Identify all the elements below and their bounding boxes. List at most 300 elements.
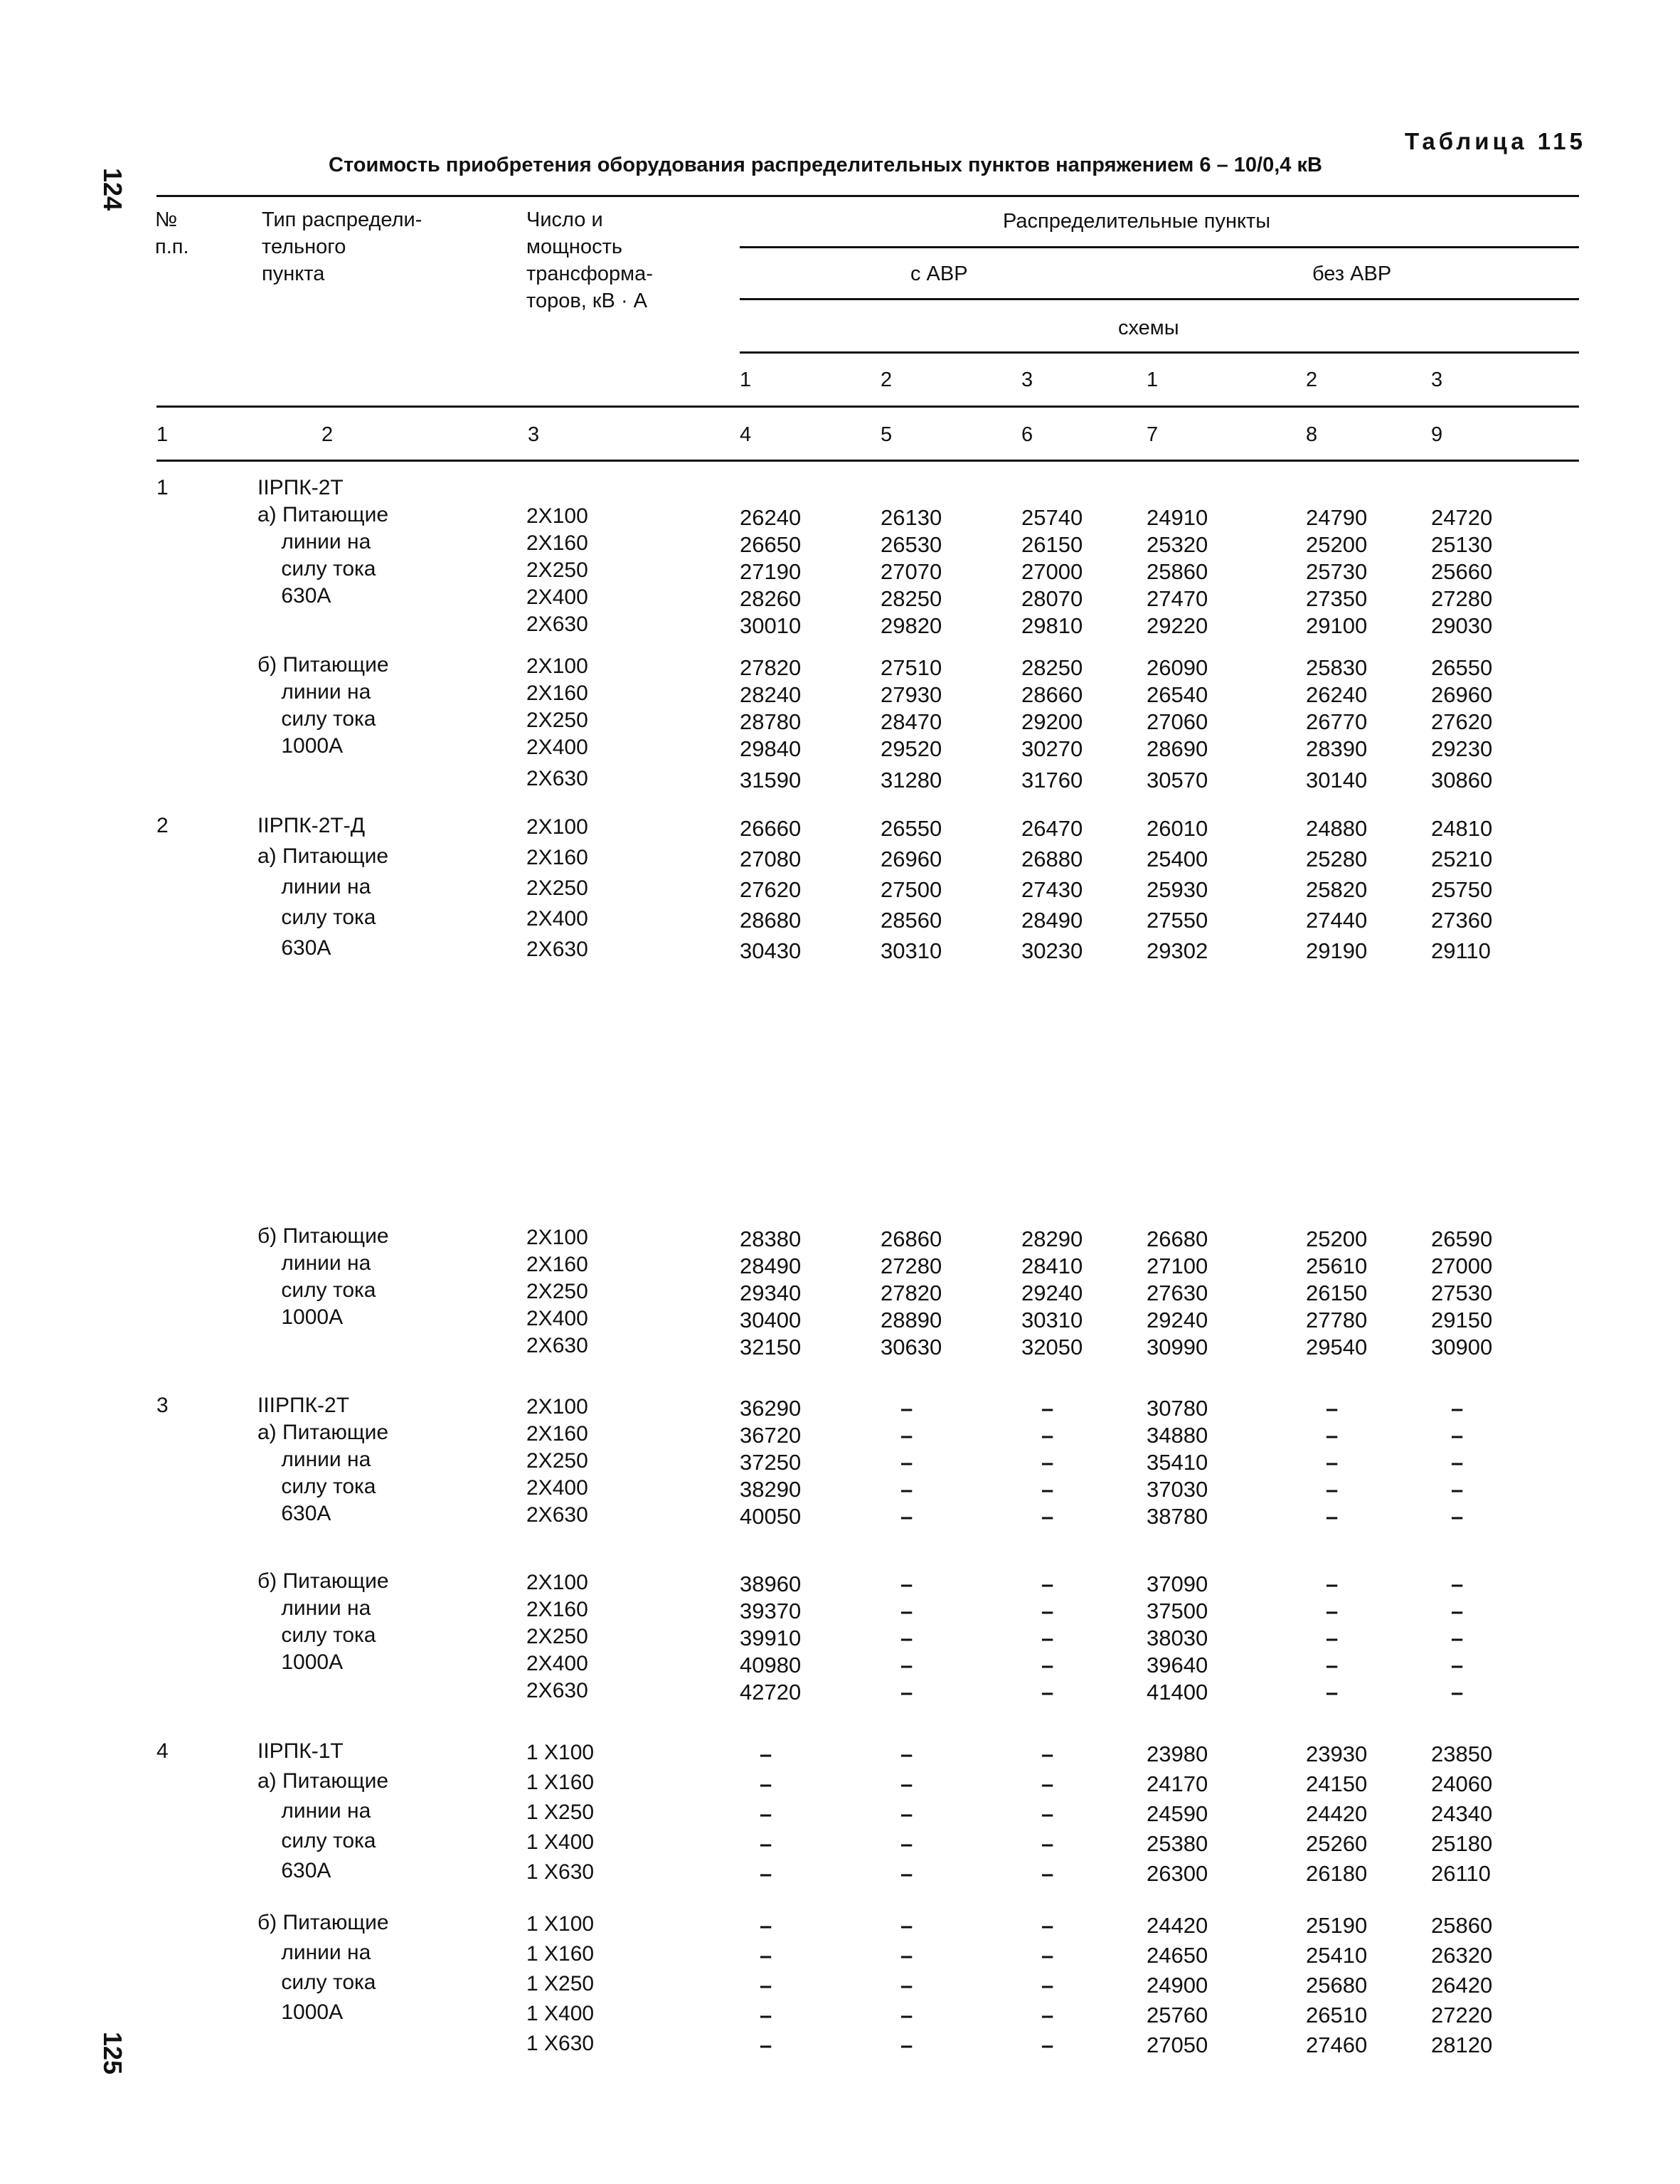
header-without-avr: без АВР (1312, 263, 1392, 285)
cost-value: 26180 (1306, 1861, 1368, 1886)
transformer-spec: 1 X100 (526, 1741, 595, 1764)
transformer-spec: 2X100 (526, 1226, 588, 1249)
cost-value: 26880 (1021, 847, 1083, 871)
cost-value: – (1041, 1653, 1054, 1677)
group-rule-2 (740, 298, 1579, 300)
transformer-spec: 2X160 (526, 1422, 588, 1446)
cost-value: – (760, 1943, 772, 1968)
cost-value: 25680 (1306, 1973, 1368, 1998)
cost-value: 24650 (1147, 1943, 1208, 1968)
cost-value: 25410 (1306, 1943, 1368, 1968)
header-group: Распределительные пункты (1003, 210, 1271, 233)
transformer-spec: 2X250 (526, 1625, 588, 1648)
cost-value: 30230 (1021, 938, 1083, 963)
row-number: 2 (156, 814, 169, 837)
distribution-point-type: 1000А (257, 2000, 344, 2024)
column-number: 9 (1431, 423, 1443, 446)
cost-value: 27620 (740, 877, 802, 902)
cost-value: 27820 (881, 1281, 942, 1305)
cost-value: 31280 (881, 768, 942, 793)
scheme-number: 3 (1021, 369, 1033, 391)
cost-value: 24420 (1147, 1913, 1208, 1938)
cost-value: 25830 (1306, 655, 1368, 680)
distribution-point-type: а) Питающие (257, 1421, 389, 1444)
transformer-spec: 2X100 (526, 504, 588, 528)
transformer-spec: 2X630 (526, 767, 588, 790)
cost-value: – (900, 1973, 913, 1998)
cost-value: – (900, 1653, 913, 1677)
distribution-point-type: 630А (257, 936, 331, 960)
cost-value: 26590 (1431, 1226, 1493, 1251)
cost-value: 26960 (881, 847, 942, 871)
cost-value: 24910 (1147, 505, 1208, 530)
cost-value: 31760 (1021, 768, 1083, 793)
cost-value: 24720 (1431, 505, 1493, 530)
header-top-rule (156, 195, 1579, 197)
cost-value: 38780 (1147, 1504, 1208, 1529)
cost-value: – (1326, 1396, 1339, 1421)
cost-value: 26420 (1431, 1973, 1493, 1998)
cost-value: – (1041, 1861, 1054, 1886)
cost-value: – (760, 1831, 772, 1856)
cost-value: 30900 (1431, 1335, 1493, 1359)
cost-value: 29340 (740, 1281, 802, 1305)
distribution-point-type: линии на (257, 875, 371, 898)
cost-value: – (1451, 1423, 1464, 1448)
transformer-spec: 2X400 (526, 1652, 588, 1675)
cost-value: 27440 (1306, 908, 1368, 933)
cost-value: 25750 (1431, 877, 1493, 902)
distribution-point-type: 630А (257, 584, 331, 608)
cost-value: 27460 (1306, 2032, 1368, 2057)
cost-value: 26470 (1021, 816, 1083, 841)
row-number: 4 (156, 1739, 169, 1763)
cost-value: – (1041, 1450, 1054, 1475)
cost-value: 28250 (1021, 655, 1083, 680)
cost-value: 25210 (1431, 847, 1493, 871)
scheme-number: 2 (881, 369, 893, 391)
distribution-point-type: а) Питающие (257, 844, 389, 868)
cost-value: – (760, 1801, 772, 1826)
transformer-spec: 2X400 (526, 1476, 588, 1500)
transformer-spec: 2X250 (526, 1280, 588, 1303)
transformer-spec: 2X400 (526, 736, 588, 759)
cost-value: 27190 (740, 559, 802, 584)
cost-value: – (1326, 1626, 1339, 1650)
cost-value: – (900, 1742, 913, 1766)
transformer-spec: 2X100 (526, 1395, 588, 1419)
cost-value: 28470 (881, 709, 942, 734)
cost-value: 27060 (1147, 709, 1208, 734)
cost-value: 23980 (1147, 1742, 1208, 1766)
cost-value: 25860 (1147, 559, 1208, 584)
column-number: 5 (881, 423, 893, 446)
header-with-avr: с АВР (910, 263, 968, 285)
transformer-spec: 2X160 (526, 1598, 588, 1621)
cost-value: – (1041, 1571, 1054, 1596)
header-bottom-rule (156, 405, 1579, 408)
cost-value: – (900, 1504, 913, 1529)
distribution-point-type: линии на (257, 1596, 371, 1620)
cost-value: 30860 (1431, 768, 1493, 793)
cost-value: 26110 (1431, 1861, 1491, 1886)
cost-value: 27820 (740, 655, 802, 680)
cost-value: 27080 (740, 847, 802, 871)
cost-value: 24060 (1431, 1771, 1493, 1796)
distribution-point-type: силу тока (257, 906, 376, 929)
cost-value: – (1041, 1599, 1054, 1623)
cost-value: 27930 (881, 682, 942, 707)
transformer-spec: 2X630 (526, 1334, 588, 1357)
transformer-spec: 2X250 (526, 558, 588, 582)
cost-value: 26660 (740, 816, 802, 841)
cost-value: 26130 (881, 505, 942, 530)
cost-value: 23850 (1431, 1742, 1493, 1766)
cost-value: 28560 (881, 908, 942, 933)
cost-value: 41400 (1147, 1680, 1208, 1705)
cost-value: 36720 (740, 1423, 802, 1448)
cost-value: 27280 (1431, 586, 1493, 611)
cost-value: 26320 (1431, 1943, 1493, 1968)
cost-value: 24590 (1147, 1801, 1208, 1826)
cost-value: 30310 (1021, 1308, 1083, 1332)
transformer-spec: 1 X400 (526, 1830, 595, 1854)
cost-value: 29540 (1306, 1335, 1368, 1359)
cost-value: – (1451, 1477, 1464, 1502)
cost-value: 28890 (881, 1308, 942, 1332)
distribution-point-type: б) Питающие (257, 1224, 389, 1248)
cost-value: 30010 (740, 613, 802, 638)
distribution-point-type: силу тока (257, 1475, 376, 1498)
cost-value: 25660 (1431, 559, 1493, 584)
cost-value: – (760, 1861, 772, 1886)
group-rule-1 (740, 246, 1579, 248)
cost-value: 27430 (1021, 877, 1083, 902)
cost-value: – (760, 1771, 772, 1796)
cost-value: – (900, 1423, 913, 1448)
cost-value: 28410 (1021, 1253, 1083, 1278)
cost-value: 28070 (1021, 586, 1083, 611)
column-number: 8 (1306, 423, 1318, 446)
cost-value: 27050 (1147, 2032, 1208, 2057)
cost-value: 28120 (1431, 2032, 1493, 2057)
cost-value: 29200 (1021, 709, 1083, 734)
cost-value: 39910 (740, 1626, 802, 1650)
cost-value: 26530 (881, 532, 942, 557)
cost-value: 25320 (1147, 532, 1208, 557)
cost-value: – (900, 1861, 913, 1886)
cost-value: 25820 (1306, 877, 1368, 902)
cost-value: 23930 (1306, 1742, 1368, 1766)
cost-value: – (1041, 1801, 1054, 1826)
row-number: 1 (156, 476, 169, 499)
table-title: Стоимость приобретения оборудования распределительных пунктов напряжением 6 – 10/0,4 кВ (329, 154, 1322, 176)
cost-value: – (1451, 1571, 1464, 1596)
cost-value: – (900, 1599, 913, 1623)
transformer-spec: 1 X100 (526, 1912, 595, 1936)
cost-value: 29810 (1021, 613, 1083, 638)
cost-value: 26550 (1431, 655, 1493, 680)
cost-value: 26860 (881, 1226, 942, 1251)
cost-value: – (900, 1396, 913, 1421)
cost-value: 25190 (1306, 1913, 1368, 1938)
cost-value: 28490 (740, 1253, 802, 1278)
cost-value: 26770 (1306, 709, 1368, 734)
distribution-point-type: IIРПК-2Т (257, 476, 344, 499)
cost-value: 27500 (881, 877, 942, 902)
cost-value: – (900, 1771, 913, 1796)
cost-value: – (760, 1913, 772, 1938)
cost-value: 28380 (740, 1226, 802, 1251)
transformer-spec: 2X630 (526, 1679, 588, 1702)
row-number: 3 (156, 1394, 169, 1417)
cost-value: 26090 (1147, 655, 1208, 680)
transformer-spec: 2X630 (526, 1503, 588, 1527)
cost-value: – (1326, 1477, 1339, 1502)
cost-value: 27000 (1021, 559, 1083, 584)
cost-value: 30400 (740, 1308, 802, 1332)
cost-value: 26550 (881, 816, 942, 841)
cost-value: – (1451, 1450, 1464, 1475)
cost-value: – (900, 1626, 913, 1650)
cost-value: – (1041, 1423, 1054, 1448)
transformer-spec: 1 X400 (526, 2002, 595, 2025)
transformer-spec: 2X400 (526, 907, 588, 931)
cost-value: 29190 (1306, 938, 1368, 963)
cost-value: 30630 (881, 1335, 942, 1359)
cost-value: – (900, 2003, 913, 2027)
distribution-point-type: 1000А (257, 734, 344, 758)
cost-value: 37250 (740, 1450, 802, 1475)
distribution-point-type: линии на (257, 680, 371, 704)
transformer-spec: 2X250 (526, 876, 588, 900)
cost-value: 27220 (1431, 2003, 1493, 2027)
cost-value: – (1041, 2032, 1054, 2057)
cost-value: 37030 (1147, 1477, 1208, 1502)
cost-value: 26650 (740, 532, 802, 557)
cost-value: – (760, 2032, 772, 2057)
distribution-point-type: а) Питающие (257, 1769, 389, 1793)
cost-value: 27620 (1431, 709, 1493, 734)
cost-value: 27470 (1147, 586, 1208, 611)
cost-value: 39640 (1147, 1653, 1208, 1677)
column-number: 2 (321, 423, 334, 446)
cost-value: – (900, 1680, 913, 1705)
cost-value: 40980 (740, 1653, 802, 1677)
cost-value: 25130 (1431, 532, 1493, 557)
cost-value: 25760 (1147, 2003, 1208, 2027)
cost-value: – (1041, 2003, 1054, 2027)
column-number: 6 (1021, 423, 1033, 446)
cost-value: 38290 (740, 1477, 802, 1502)
cost-value: 40050 (740, 1504, 802, 1529)
cost-value: 27530 (1431, 1281, 1493, 1305)
cost-value: 37500 (1147, 1599, 1208, 1623)
cost-value: 24880 (1306, 816, 1368, 841)
distribution-point-type: силу тока (257, 1971, 376, 1994)
distribution-point-type: силу тока (257, 707, 376, 731)
cost-value: 26150 (1021, 532, 1083, 557)
column-number: 4 (740, 423, 752, 446)
column-number: 1 (156, 423, 169, 446)
distribution-point-type: силу тока (257, 1623, 376, 1647)
cost-value: – (1041, 1680, 1054, 1705)
cost-value: – (1326, 1680, 1339, 1705)
cost-value: 30780 (1147, 1396, 1208, 1421)
cost-value: 30310 (881, 938, 942, 963)
distribution-point-type: 630А (257, 1502, 331, 1525)
cost-value: 29100 (1306, 613, 1368, 638)
cost-value: 25930 (1147, 877, 1208, 902)
cost-value: – (900, 1831, 913, 1856)
cost-value: 27100 (1147, 1253, 1208, 1278)
header-col-transformers: Число и мощность трансформа- торов, кВ · А (526, 208, 653, 312)
cost-value: 29302 (1147, 938, 1208, 963)
transformer-spec: 2X100 (526, 654, 588, 678)
transformer-spec: 1 X160 (526, 1942, 595, 1966)
header-col-no: № п.п. (155, 208, 189, 258)
cost-value: 29240 (1021, 1281, 1083, 1305)
cost-value: 29230 (1431, 736, 1493, 761)
distribution-point-type: IIРПК-2Т-Д (257, 814, 366, 837)
cost-value: 24170 (1147, 1771, 1208, 1796)
cost-value: 26240 (740, 505, 802, 530)
cost-value: 26960 (1431, 682, 1493, 707)
cost-value: – (1041, 1913, 1054, 1938)
distribution-point-type: линии на (257, 1448, 371, 1471)
cost-value: 35410 (1147, 1450, 1208, 1475)
cost-value: 27360 (1431, 908, 1493, 933)
cost-value: – (1326, 1423, 1339, 1448)
cost-value: – (1451, 1680, 1464, 1705)
cost-value: – (760, 1973, 772, 1998)
distribution-point-type: силу тока (257, 1278, 376, 1302)
transformer-spec: 2X100 (526, 815, 588, 839)
cost-value: 26540 (1147, 682, 1208, 707)
cost-value: 29110 (1431, 938, 1491, 963)
transformer-spec: 2X400 (526, 1307, 588, 1330)
cost-value: 25380 (1147, 1831, 1208, 1856)
cost-value: 25730 (1306, 559, 1368, 584)
cost-value: 27350 (1306, 586, 1368, 611)
transformer-spec: 2X630 (526, 613, 588, 636)
cost-value: – (1041, 1742, 1054, 1766)
cost-value: 29150 (1431, 1308, 1493, 1332)
header-schemes: схемы (1118, 317, 1179, 339)
cost-value: 26240 (1306, 682, 1368, 707)
distribution-point-type: IIIРПК-2Т (257, 1394, 350, 1417)
cost-value: 30430 (740, 938, 802, 963)
scheme-number: 2 (1306, 369, 1318, 391)
cost-value: 25610 (1306, 1253, 1368, 1278)
cost-value: – (1041, 1771, 1054, 1796)
cost-value: 28690 (1147, 736, 1208, 761)
cost-value: 27510 (881, 655, 942, 680)
cost-value: 30570 (1147, 768, 1208, 793)
cost-value: 28390 (1306, 736, 1368, 761)
distribution-point-type: 1000А (257, 1650, 344, 1674)
cost-value: 26680 (1147, 1226, 1208, 1251)
cost-value: – (1326, 1504, 1339, 1529)
cost-value: 27280 (881, 1253, 942, 1278)
distribution-point-type: б) Питающие (257, 1569, 389, 1593)
distribution-point-type: б) Питающие (257, 1911, 389, 1934)
cost-value: 36290 (740, 1396, 802, 1421)
cost-value: 27550 (1147, 908, 1208, 933)
cost-value: 27000 (1431, 1253, 1493, 1278)
cost-value: 28250 (881, 586, 942, 611)
cost-value: – (1451, 1599, 1464, 1623)
distribution-point-type: линии на (257, 1799, 371, 1823)
cost-value: 24790 (1306, 505, 1368, 530)
cost-value: 29220 (1147, 613, 1208, 638)
transformer-spec: 2X100 (526, 1571, 588, 1594)
distribution-point-type: линии на (257, 1251, 371, 1275)
cost-value: – (1041, 1396, 1054, 1421)
cost-value: 25860 (1431, 1913, 1493, 1938)
transformer-spec: 2X160 (526, 846, 588, 869)
cost-value: – (760, 1742, 772, 1766)
scheme-number: 1 (740, 369, 752, 391)
cost-value: 28660 (1021, 682, 1083, 707)
cost-value: 29030 (1431, 613, 1493, 638)
cost-value: 24810 (1431, 816, 1493, 841)
transformer-spec: 1 X250 (526, 1972, 595, 1995)
cost-value: – (1326, 1653, 1339, 1677)
cost-value: 28680 (740, 908, 802, 933)
transformer-spec: 2X160 (526, 531, 588, 555)
cost-value: 25400 (1147, 847, 1208, 871)
cost-value: 29520 (881, 736, 942, 761)
page-number-top: 124 (98, 167, 127, 211)
cost-value: – (1326, 1450, 1339, 1475)
distribution-point-type: а) Питающие (257, 503, 389, 526)
cost-value: 26510 (1306, 2003, 1368, 2027)
cost-value: 28780 (740, 709, 802, 734)
cost-value: 37090 (1147, 1571, 1208, 1596)
cost-value: 25180 (1431, 1831, 1493, 1856)
transformer-spec: 1 X160 (526, 1771, 595, 1794)
cost-value: – (900, 1801, 913, 1826)
distribution-point-type: б) Питающие (257, 653, 389, 677)
cost-value: 39370 (740, 1599, 802, 1623)
cost-value: 29820 (881, 613, 942, 638)
cost-value: 28490 (1021, 908, 1083, 933)
distribution-point-type: линии на (257, 530, 371, 553)
distribution-point-type: 630А (257, 1859, 331, 1882)
cost-value: 28290 (1021, 1226, 1083, 1251)
cost-value: – (1451, 1504, 1464, 1529)
cost-value: – (1326, 1599, 1339, 1623)
cost-value: – (900, 1943, 913, 1968)
cost-value: 38030 (1147, 1626, 1208, 1650)
header-col-type: Тип распредели- тельного пункта (262, 208, 422, 285)
cost-value: 38960 (740, 1571, 802, 1596)
table-label: Таблица 115 (1405, 128, 1586, 154)
transformer-spec: 2X250 (526, 1449, 588, 1473)
cost-value: 30270 (1021, 736, 1083, 761)
transformer-spec: 2X400 (526, 585, 588, 609)
group-rule-3 (740, 351, 1579, 354)
cost-value: – (1451, 1653, 1464, 1677)
column-number: 3 (528, 423, 540, 446)
cost-value: 30990 (1147, 1335, 1208, 1359)
cost-value: 26300 (1147, 1861, 1208, 1886)
cost-value: 25200 (1306, 532, 1368, 557)
cost-value: 29840 (740, 736, 802, 761)
cost-value: – (1326, 1571, 1339, 1596)
transformer-spec: 1 X250 (526, 1801, 595, 1824)
